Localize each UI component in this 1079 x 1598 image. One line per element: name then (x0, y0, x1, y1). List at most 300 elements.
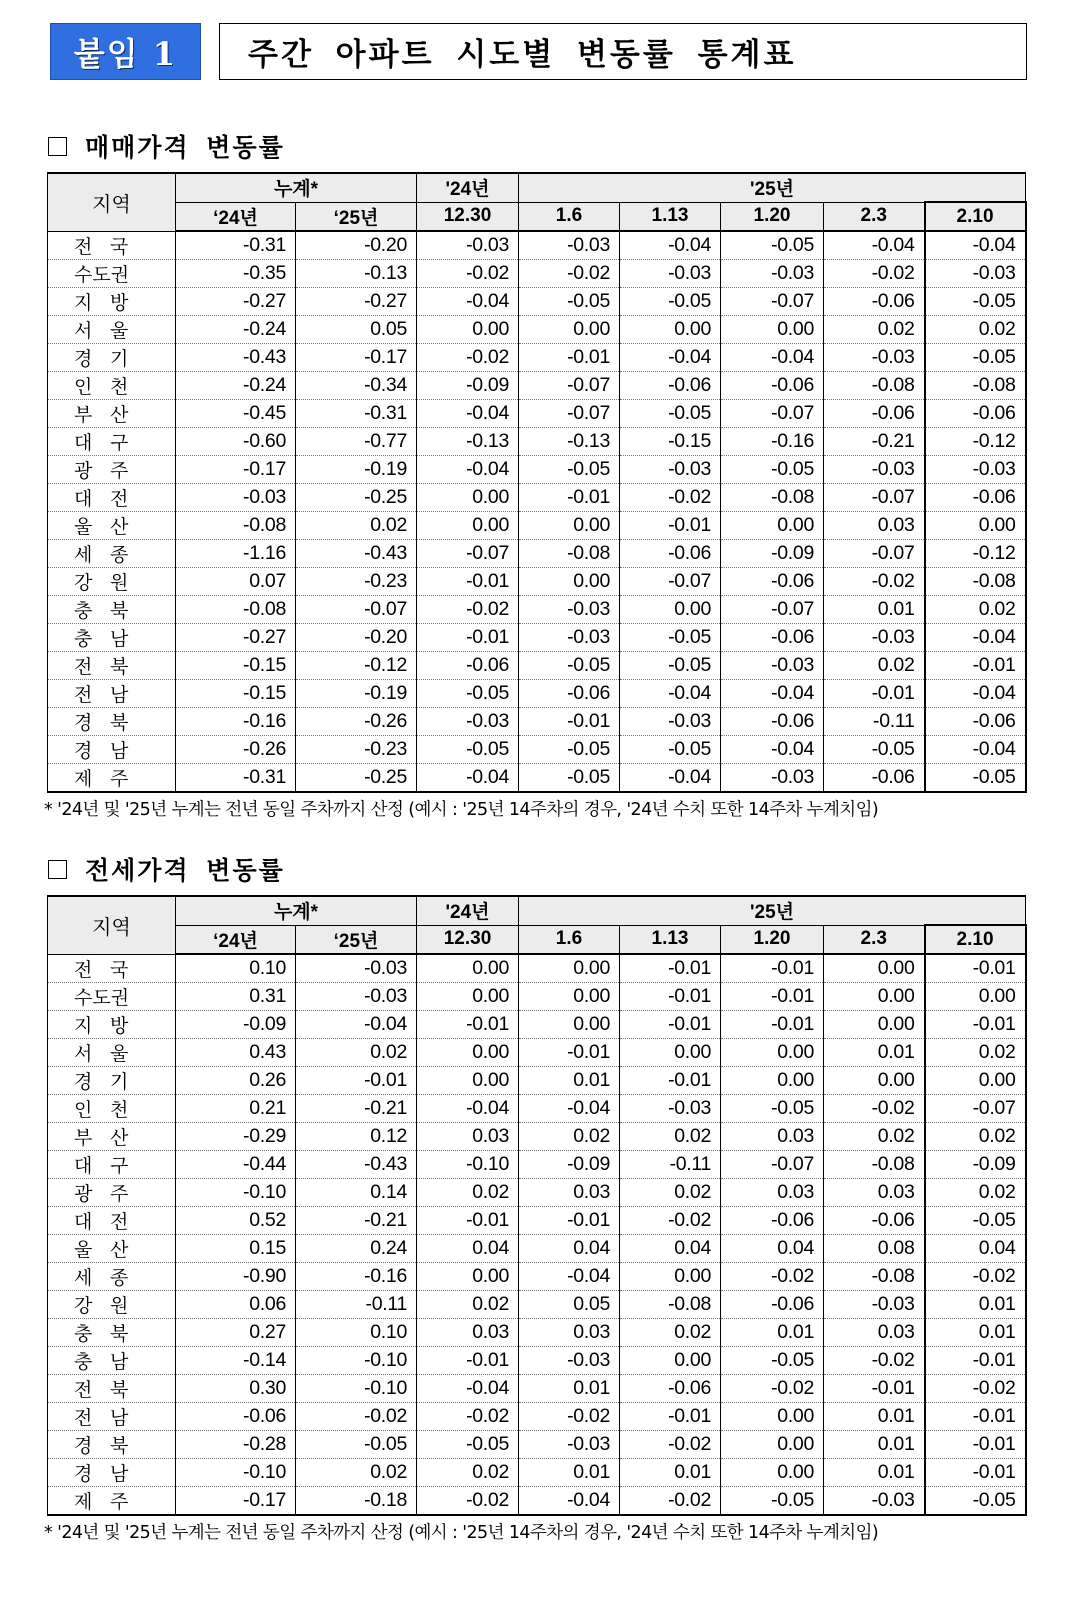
value-cell: 0.03 (417, 1122, 519, 1150)
value-cell: -0.43 (296, 1150, 417, 1178)
value-cell: -0.07 (721, 595, 824, 623)
value-cell: -0.01 (519, 1038, 620, 1066)
table-row (48, 483, 1026, 511)
value-cell-current: -0.08 (925, 371, 1026, 399)
value-cell-current: -0.01 (925, 1458, 1026, 1486)
value-cell: 0.02 (296, 1458, 417, 1486)
value-cell: -0.10 (296, 1374, 417, 1402)
value-cell-current: -0.09 (925, 1150, 1026, 1178)
value-cell: -0.18 (296, 1486, 417, 1515)
value-cell: 0.02 (296, 511, 417, 539)
value-cell: 0.02 (417, 1458, 519, 1486)
value-cell: 0.00 (417, 511, 519, 539)
value-cell: 0.10 (176, 954, 296, 982)
value-cell: -0.27 (176, 623, 296, 651)
value-cell: -0.27 (176, 287, 296, 315)
region-cell: 부 산 (48, 399, 176, 427)
region-cell: 광 주 (48, 1178, 176, 1206)
region-cell: 경 남 (48, 1458, 176, 1486)
value-cell: 0.02 (519, 1122, 620, 1150)
table-row (48, 427, 1026, 455)
region-cell: 울 산 (48, 511, 176, 539)
value-cell: -0.03 (824, 623, 925, 651)
value-cell: 0.26 (176, 1066, 296, 1094)
value-cell: -0.02 (519, 259, 620, 287)
value-cell: 0.02 (824, 651, 925, 679)
value-cell: -0.05 (721, 455, 824, 483)
region-cell: 대 구 (48, 427, 176, 455)
region-cell: 서 울 (48, 1038, 176, 1066)
value-cell-current: -0.01 (925, 1010, 1026, 1038)
value-cell-current: -0.06 (925, 707, 1026, 735)
region-cell: 경 기 (48, 1066, 176, 1094)
value-cell: 0.03 (721, 1178, 824, 1206)
region-cell: 전 북 (48, 651, 176, 679)
value-cell: -0.04 (417, 1374, 519, 1402)
value-cell: 0.02 (296, 1038, 417, 1066)
year24-header: '24년 (417, 173, 519, 202)
region-cell: 세 종 (48, 539, 176, 567)
value-cell: -0.08 (176, 511, 296, 539)
week-header: 1.6 (519, 202, 620, 231)
value-cell: 0.01 (824, 1430, 925, 1458)
cum24-header: ‘24년 (176, 925, 296, 954)
table-row (48, 707, 1026, 735)
value-cell: -0.17 (176, 455, 296, 483)
value-cell: -0.08 (721, 483, 824, 511)
value-cell: -0.04 (620, 679, 721, 707)
week-header-current: 2.10 (925, 202, 1026, 231)
value-cell: -0.06 (721, 371, 824, 399)
value-cell: -0.02 (721, 1262, 824, 1290)
lease-rate-table (47, 895, 1027, 1516)
value-cell: -0.24 (176, 315, 296, 343)
value-cell: -0.04 (519, 1486, 620, 1515)
value-cell-current: 0.00 (925, 982, 1026, 1010)
region-header: 지역 (48, 173, 176, 231)
week-header-current: 2.10 (925, 925, 1026, 954)
table-row (48, 1430, 1026, 1458)
value-cell: -0.05 (417, 735, 519, 763)
value-cell: -0.08 (824, 1262, 925, 1290)
value-cell: -0.77 (296, 427, 417, 455)
value-cell-current: -0.01 (925, 1430, 1026, 1458)
value-cell: 0.03 (519, 1318, 620, 1346)
value-cell: 0.01 (824, 1038, 925, 1066)
region-cell: 경 기 (48, 343, 176, 371)
value-cell: -0.21 (824, 427, 925, 455)
value-cell: 0.00 (519, 1010, 620, 1038)
value-cell: 0.00 (721, 1402, 824, 1430)
value-cell: -0.20 (296, 231, 417, 259)
value-cell: 0.12 (296, 1122, 417, 1150)
value-cell: -0.01 (620, 982, 721, 1010)
value-cell: 0.00 (519, 315, 620, 343)
value-cell: -0.03 (721, 763, 824, 792)
value-cell: -0.02 (620, 1486, 721, 1515)
value-cell: -0.01 (519, 707, 620, 735)
value-cell: -0.02 (824, 1094, 925, 1122)
lease-table-body (48, 954, 1026, 1515)
value-cell: 0.03 (824, 1178, 925, 1206)
week-header: 1.20 (721, 925, 824, 954)
value-cell: 0.05 (296, 315, 417, 343)
value-cell: -0.23 (296, 735, 417, 763)
value-cell: -0.02 (417, 259, 519, 287)
value-cell: 0.00 (417, 315, 519, 343)
region-cell: 제 주 (48, 1486, 176, 1515)
value-cell: -0.05 (519, 651, 620, 679)
table-row (48, 455, 1026, 483)
value-cell: -0.07 (519, 371, 620, 399)
value-cell: -0.10 (296, 1346, 417, 1374)
value-cell: -0.25 (296, 763, 417, 792)
cumulative-header: 누계* (176, 896, 417, 925)
value-cell: -0.26 (176, 735, 296, 763)
value-cell: -0.02 (417, 1486, 519, 1515)
value-cell: 0.00 (417, 483, 519, 511)
value-cell: -0.05 (620, 623, 721, 651)
value-cell: -0.11 (620, 1150, 721, 1178)
value-cell: -0.08 (176, 595, 296, 623)
value-cell: 0.00 (417, 982, 519, 1010)
value-cell: -0.10 (176, 1178, 296, 1206)
value-cell: -0.24 (176, 371, 296, 399)
value-cell: -0.02 (824, 259, 925, 287)
value-cell: -0.03 (824, 1290, 925, 1318)
value-cell: -0.06 (721, 1206, 824, 1234)
value-cell: -0.05 (721, 1094, 824, 1122)
attachment-badge: 붙임 1 (50, 23, 201, 80)
value-cell: -0.05 (417, 1430, 519, 1458)
value-cell-current: -0.06 (925, 483, 1026, 511)
value-cell: -0.26 (296, 707, 417, 735)
value-cell: -0.16 (296, 1262, 417, 1290)
value-cell: 0.07 (176, 567, 296, 595)
value-cell: -0.07 (296, 595, 417, 623)
value-cell: -0.01 (620, 1010, 721, 1038)
value-cell: -0.06 (721, 707, 824, 735)
value-cell: -0.01 (721, 954, 824, 982)
value-cell-current: 0.02 (925, 1122, 1026, 1150)
cumulative-header: 누계* (176, 173, 417, 202)
value-cell: -0.01 (519, 343, 620, 371)
sale-footnote: * '24년 및 '25년 누계는 전년 동일 주차까지 산정 (예시 : '25년 14주차의 경우, '24년 수치 또한 14주차 누계치임) (44, 800, 879, 820)
value-cell: 0.21 (176, 1094, 296, 1122)
table-row (48, 651, 1026, 679)
year25-header: '25년 (519, 896, 1026, 925)
week-header: 12.30 (417, 202, 519, 231)
week-header: 12.30 (417, 925, 519, 954)
value-cell: -0.07 (721, 1150, 824, 1178)
value-cell: -0.05 (519, 455, 620, 483)
value-cell-current: -0.07 (925, 1094, 1026, 1122)
table-row (48, 1010, 1026, 1038)
value-cell: -0.02 (620, 1430, 721, 1458)
value-cell: -0.04 (417, 455, 519, 483)
value-cell: -0.03 (519, 623, 620, 651)
value-cell: -0.12 (296, 651, 417, 679)
value-cell: -0.01 (824, 1374, 925, 1402)
table-row (48, 1486, 1026, 1515)
value-cell: 0.02 (620, 1122, 721, 1150)
value-cell: 0.01 (519, 1066, 620, 1094)
value-cell: 0.00 (721, 511, 824, 539)
value-cell: -0.28 (176, 1430, 296, 1458)
value-cell: -0.02 (620, 483, 721, 511)
value-cell: -0.07 (824, 483, 925, 511)
region-cell: 대 전 (48, 1206, 176, 1234)
value-cell: 0.03 (824, 511, 925, 539)
value-cell: -0.10 (176, 1458, 296, 1486)
value-cell: -0.10 (417, 1150, 519, 1178)
value-cell: -0.02 (417, 1402, 519, 1430)
value-cell: -0.02 (824, 1346, 925, 1374)
value-cell: -0.06 (721, 623, 824, 651)
value-cell-current: -0.04 (925, 735, 1026, 763)
value-cell-current: -0.01 (925, 954, 1026, 982)
value-cell: -0.17 (296, 343, 417, 371)
value-cell: 0.00 (721, 1038, 824, 1066)
value-cell: -0.04 (620, 763, 721, 792)
value-cell: -0.04 (620, 343, 721, 371)
sale-section-title: 매매가격 변동률 (85, 133, 285, 162)
value-cell: 0.04 (620, 1234, 721, 1262)
value-cell: 0.06 (176, 1290, 296, 1318)
week-header: 1.13 (620, 202, 721, 231)
region-cell: 전 남 (48, 1402, 176, 1430)
region-cell: 전 북 (48, 1374, 176, 1402)
value-cell-current: -0.01 (925, 1402, 1026, 1430)
value-cell: 0.00 (824, 982, 925, 1010)
value-cell: 0.00 (721, 1066, 824, 1094)
value-cell: -0.06 (824, 399, 925, 427)
value-cell: 0.14 (296, 1178, 417, 1206)
value-cell: 0.01 (721, 1318, 824, 1346)
cum25-header: ‘25년 (296, 202, 417, 231)
value-cell: 0.15 (176, 1234, 296, 1262)
value-cell: -0.04 (296, 1010, 417, 1038)
value-cell: -0.25 (296, 483, 417, 511)
value-cell: 0.01 (519, 1458, 620, 1486)
week-header: 1.13 (620, 925, 721, 954)
value-cell: -0.43 (176, 343, 296, 371)
value-cell: -0.03 (721, 651, 824, 679)
value-cell: -0.27 (296, 287, 417, 315)
value-cell: 0.03 (519, 1178, 620, 1206)
value-cell: -0.31 (176, 231, 296, 259)
value-cell: 0.00 (417, 1066, 519, 1094)
value-cell: 0.01 (824, 1458, 925, 1486)
value-cell: 0.03 (824, 1318, 925, 1346)
table-row (48, 1178, 1026, 1206)
lease-footnote: * '24년 및 '25년 누계는 전년 동일 주차까지 산정 (예시 : '25년 14주차의 경우, '24년 수치 또한 14주차 누계치임) (44, 1523, 879, 1543)
value-cell-current: -0.04 (925, 679, 1026, 707)
value-cell: -0.01 (417, 1010, 519, 1038)
table-row (48, 1094, 1026, 1122)
value-cell: -0.05 (417, 679, 519, 707)
value-cell: -1.16 (176, 539, 296, 567)
value-cell: 0.08 (824, 1234, 925, 1262)
value-cell: -0.04 (519, 1094, 620, 1122)
table-row (48, 1150, 1026, 1178)
value-cell: -0.17 (176, 1486, 296, 1515)
value-cell: -0.06 (519, 679, 620, 707)
value-cell: -0.01 (417, 1346, 519, 1374)
value-cell: -0.09 (721, 539, 824, 567)
value-cell-current: -0.05 (925, 1206, 1026, 1234)
value-cell: -0.16 (176, 707, 296, 735)
value-cell: -0.07 (824, 539, 925, 567)
region-cell: 전 남 (48, 679, 176, 707)
value-cell: -0.13 (417, 427, 519, 455)
value-cell: 0.01 (824, 595, 925, 623)
value-cell-current: -0.12 (925, 427, 1026, 455)
region-cell: 지 방 (48, 1010, 176, 1038)
value-cell: -0.06 (620, 539, 721, 567)
value-cell: -0.01 (296, 1066, 417, 1094)
value-cell-current: -0.05 (925, 1486, 1026, 1515)
table-row (48, 1402, 1026, 1430)
value-cell-current: -0.08 (925, 567, 1026, 595)
value-cell: -0.09 (417, 371, 519, 399)
value-cell: -0.03 (519, 231, 620, 259)
value-cell: -0.07 (620, 567, 721, 595)
value-cell: -0.15 (620, 427, 721, 455)
value-cell: -0.05 (519, 287, 620, 315)
value-cell: -0.01 (620, 954, 721, 982)
value-cell: -0.06 (620, 1374, 721, 1402)
value-cell: -0.21 (296, 1094, 417, 1122)
value-cell: 0.00 (824, 954, 925, 982)
value-cell: -0.34 (296, 371, 417, 399)
value-cell-current: -0.02 (925, 1262, 1026, 1290)
value-cell: 0.31 (176, 982, 296, 1010)
value-cell: -0.60 (176, 427, 296, 455)
table-row (48, 1374, 1026, 1402)
value-cell: 0.00 (721, 1430, 824, 1458)
value-cell-current: 0.02 (925, 1178, 1026, 1206)
value-cell: -0.04 (417, 399, 519, 427)
region-cell: 대 구 (48, 1150, 176, 1178)
value-cell-current: 0.00 (925, 1066, 1026, 1094)
table-row (48, 1206, 1026, 1234)
value-cell: -0.01 (620, 1066, 721, 1094)
value-cell: -0.02 (417, 343, 519, 371)
value-cell: 0.00 (620, 1262, 721, 1290)
value-cell: 0.03 (721, 1122, 824, 1150)
value-cell: -0.06 (721, 567, 824, 595)
value-cell-current: -0.03 (925, 455, 1026, 483)
value-cell: 0.00 (417, 1262, 519, 1290)
value-cell: -0.13 (296, 259, 417, 287)
value-cell: 0.00 (620, 1346, 721, 1374)
value-cell-current: -0.05 (925, 287, 1026, 315)
region-cell: 인 천 (48, 371, 176, 399)
value-cell: -0.01 (417, 567, 519, 595)
week-header: 2.3 (824, 925, 925, 954)
value-cell: -0.13 (519, 427, 620, 455)
value-cell-current: -0.04 (925, 231, 1026, 259)
value-cell: 0.04 (519, 1234, 620, 1262)
value-cell-current: -0.03 (925, 259, 1026, 287)
table-row (48, 623, 1026, 651)
value-cell: -0.02 (519, 1402, 620, 1430)
value-cell: -0.05 (721, 231, 824, 259)
value-cell: -0.04 (721, 343, 824, 371)
table-row (48, 1458, 1026, 1486)
table-row (48, 982, 1026, 1010)
value-cell: -0.03 (519, 1430, 620, 1458)
value-cell: 0.02 (824, 315, 925, 343)
table-row (48, 763, 1026, 792)
value-cell: -0.14 (176, 1346, 296, 1374)
region-cell: 강 원 (48, 567, 176, 595)
value-cell: 0.27 (176, 1318, 296, 1346)
region-cell: 전 국 (48, 954, 176, 982)
value-cell: -0.03 (721, 259, 824, 287)
value-cell: 0.00 (620, 1038, 721, 1066)
lease-section-heading (48, 851, 285, 887)
value-cell: -0.45 (176, 399, 296, 427)
table-row (48, 539, 1026, 567)
value-cell: -0.15 (176, 651, 296, 679)
region-header: 지역 (48, 896, 176, 954)
value-cell: 0.00 (824, 1066, 925, 1094)
week-header: 1.6 (519, 925, 620, 954)
value-cell: -0.05 (721, 1346, 824, 1374)
region-cell: 울 산 (48, 1234, 176, 1262)
region-cell: 인 천 (48, 1094, 176, 1122)
week-header: 2.3 (824, 202, 925, 231)
value-cell: -0.11 (824, 707, 925, 735)
value-cell: 0.10 (296, 1318, 417, 1346)
region-cell: 충 북 (48, 1318, 176, 1346)
value-cell: -0.03 (417, 707, 519, 735)
value-cell: -0.09 (519, 1150, 620, 1178)
value-cell: -0.29 (176, 1122, 296, 1150)
table-row (48, 231, 1026, 259)
checkbox-square-icon (48, 860, 67, 879)
value-cell-current: -0.04 (925, 623, 1026, 651)
value-cell: -0.07 (417, 539, 519, 567)
value-cell-current: -0.12 (925, 539, 1026, 567)
value-cell: 0.05 (519, 1290, 620, 1318)
value-cell: -0.01 (721, 1010, 824, 1038)
value-cell: 0.02 (417, 1290, 519, 1318)
sale-section-heading (48, 128, 285, 164)
region-cell: 서 울 (48, 315, 176, 343)
value-cell: -0.03 (824, 1486, 925, 1515)
checkbox-square-icon (48, 137, 67, 156)
table-row (48, 595, 1026, 623)
value-cell-current: -0.02 (925, 1374, 1026, 1402)
value-cell: 0.24 (296, 1234, 417, 1262)
value-cell: -0.01 (417, 1206, 519, 1234)
lease-section-title: 전세가격 변동률 (85, 856, 285, 885)
table-row (48, 371, 1026, 399)
table-row (48, 954, 1026, 982)
value-cell: -0.09 (176, 1010, 296, 1038)
cum24-header: ‘24년 (176, 202, 296, 231)
value-cell: -0.02 (824, 567, 925, 595)
value-cell-current: -0.05 (925, 343, 1026, 371)
value-cell: -0.04 (417, 1094, 519, 1122)
table-row (48, 1318, 1026, 1346)
value-cell: -0.05 (296, 1430, 417, 1458)
value-cell: 0.00 (620, 315, 721, 343)
value-cell: -0.02 (620, 1206, 721, 1234)
